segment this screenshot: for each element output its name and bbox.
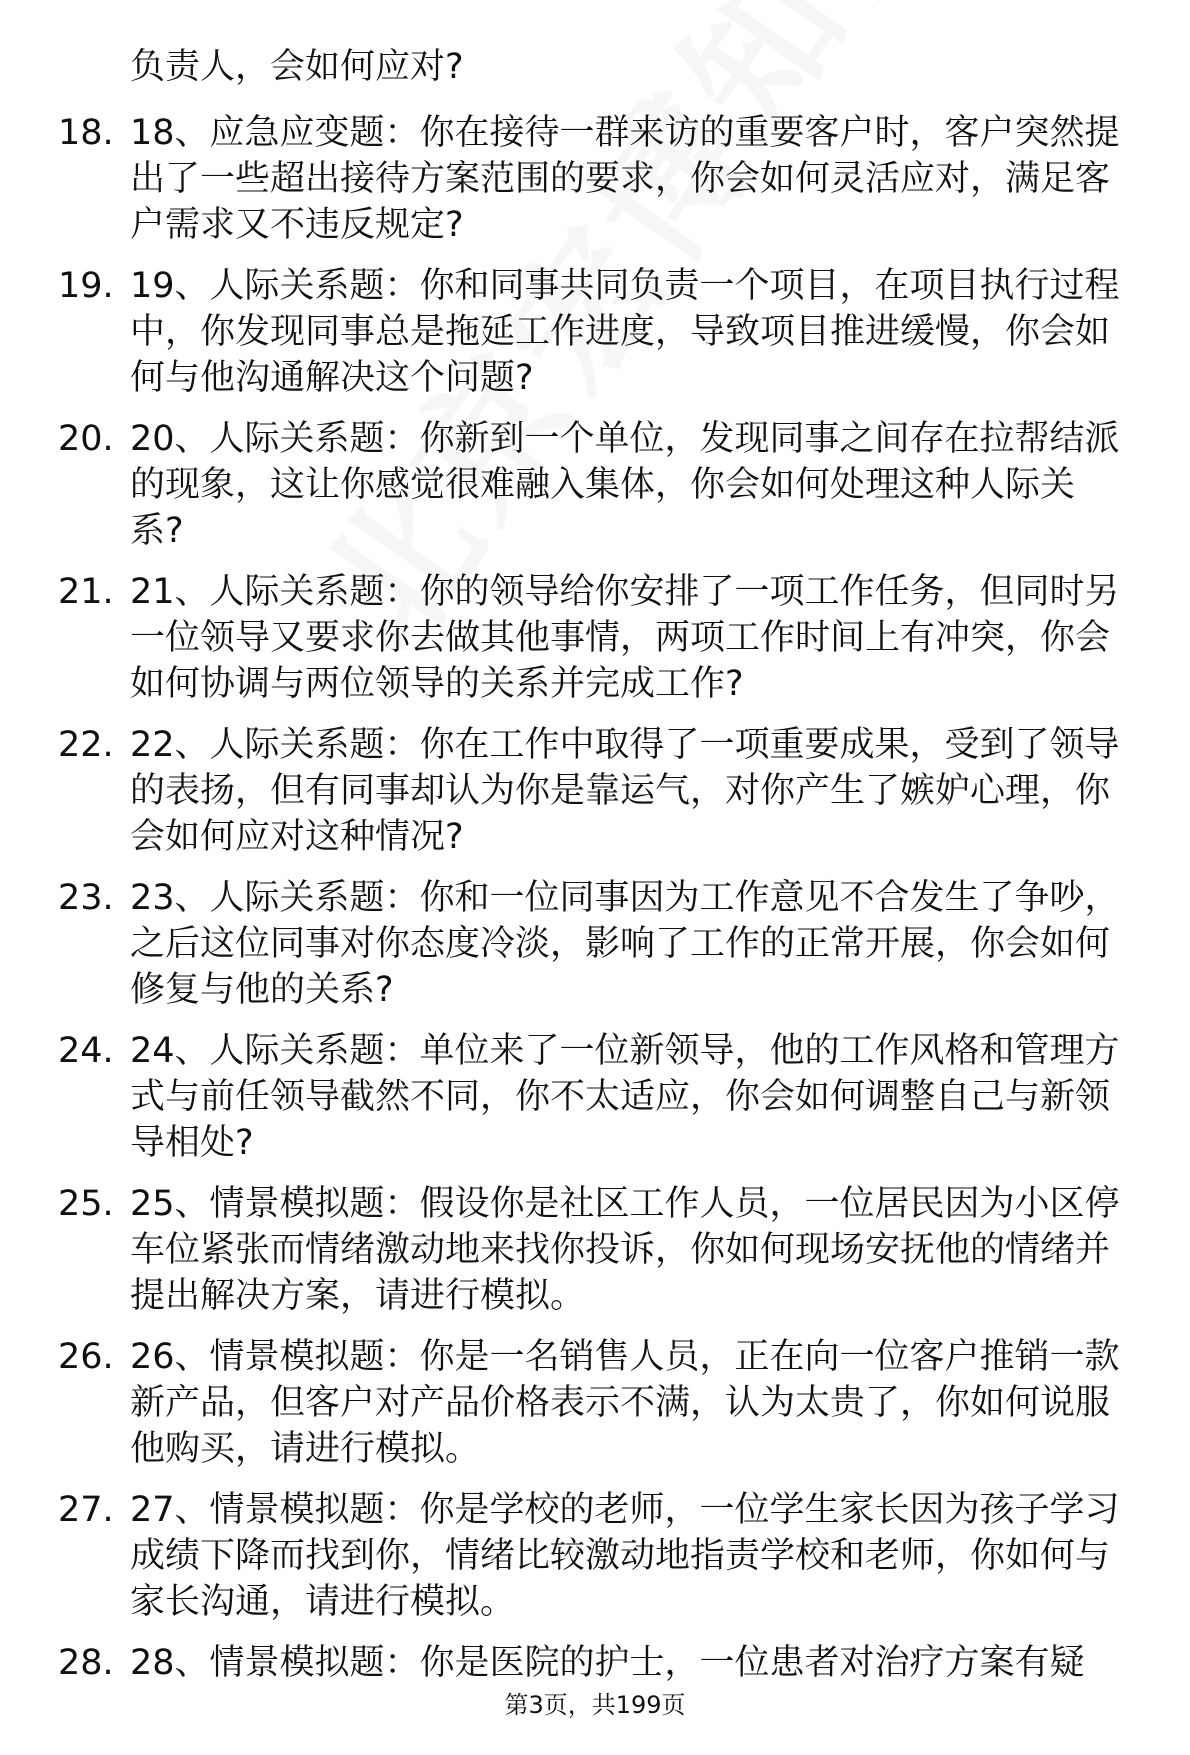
question-text-line: 26、情景模拟题：你是一名销售人员，正在向一位客户推销一款 (130, 1337, 1120, 1377)
question-text-line: 的表扬，但有同事却认为你是靠运气，对你产生了嫉妒心理，你 (130, 771, 1111, 811)
question-text-line: 24、人际关系题：单位来了一位新领导，他的工作风格和管理方 (130, 1031, 1120, 1071)
question-number: 25. (58, 1184, 114, 1224)
question-item (0, 263, 1190, 416)
question-text-line: 修复与他的关系? (130, 970, 394, 1010)
question-item (0, 1334, 1190, 1487)
question-text-line: 28、情景模拟题：你是医院的护士，一位患者对治疗方案有疑 (130, 1643, 1085, 1683)
question-number: 21. (58, 572, 114, 612)
question-text-line: 22、人际关系题：你在工作中取得了一项重要成果，受到了领导 (130, 725, 1120, 765)
question-text-line: 如何协调与两位领导的关系并完成工作? (130, 664, 744, 704)
question-text-line: 家长沟通，请进行模拟。 (130, 1582, 516, 1622)
question-number: 23. (58, 878, 114, 918)
question-text-line: 的现象，这让你感觉很难融入集体，你会如何处理这种人际关 (130, 465, 1076, 505)
question-text-line: 新产品，但客户对产品价格表示不满，认为太贵了，你如何说服 (130, 1383, 1111, 1423)
question-item (0, 722, 1190, 875)
question-text-line: 25、情景模拟题：假设你是社区工作人员，一位居民因为小区停 (130, 1184, 1120, 1224)
question-list (0, 110, 1190, 1700)
question-number: 22. (58, 725, 114, 765)
question-text-line: 提出解决方案，请进行模拟。 (130, 1276, 586, 1316)
question-text-line: 出了一些超出接待方案范围的要求，你会如何灵活应对，满足客 (130, 159, 1111, 199)
question-text-line: 21、人际关系题：你的领导给你安排了一项工作任务，但同时另 (130, 572, 1120, 612)
question-text-line: 23、人际关系题：你和一位同事因为工作意见不合发生了争吵， (130, 878, 1120, 918)
question-text-line: 19、人际关系题：你和同事共同负责一个项目，在项目执行过程 (130, 266, 1120, 306)
question-number: 20. (58, 419, 114, 459)
question-item (0, 1181, 1190, 1334)
question-text-line: 导相处? (130, 1123, 254, 1163)
question-item (0, 1487, 1190, 1640)
question-item (0, 569, 1190, 722)
question-text-line: 成绩下降而找到你，情绪比较激动地指责学校和老师，你如何与 (130, 1536, 1111, 1576)
question-text-line: 何与他沟通解决这个问题? (130, 358, 534, 398)
question-number: 18. (58, 113, 114, 153)
question-text-line: 27、情景模拟题：你是学校的老师，一位学生家长因为孩子学习 (130, 1490, 1120, 1530)
question-item (0, 110, 1190, 263)
question-text-line: 中，你发现同事总是拖延工作进度，导致项目推进缓慢，你会如 (130, 312, 1111, 352)
question-number: 24. (58, 1031, 114, 1071)
question-item (0, 875, 1190, 1028)
question-text-line: 他购买，请进行模拟。 (130, 1429, 481, 1469)
question-number: 27. (58, 1490, 114, 1530)
question-text-line: 之后这位同事对你态度冷淡，影响了工作的正常开展，你会如何 (130, 924, 1111, 964)
question-text-line: 车位紧张而情绪激动地来找你投诉，你如何现场安抚他的情绪并 (130, 1230, 1111, 1270)
question-item (0, 1028, 1190, 1181)
question-text-line: 系? (130, 511, 184, 551)
question-text-line: 一位领导又要求你去做其他事情，两项工作时间上有冲突，你会 (130, 618, 1111, 658)
question-number: 28. (58, 1643, 114, 1683)
question-number: 19. (58, 266, 114, 306)
question-text-line: 20、人际关系题：你新到一个单位，发现同事之间存在拉帮结派 (130, 419, 1120, 459)
question-text-line: 户需求又不违反规定? (130, 205, 464, 245)
question-number: 26. (58, 1337, 114, 1377)
page-footer: 第3页，共199页 (504, 1691, 686, 1719)
question-text-line: 18、应急应变题：你在接待一群来访的重要客户时，客户突然提 (130, 113, 1120, 153)
question-item (0, 416, 1190, 569)
question-text-line: 会如何应对这种情况? (130, 817, 464, 857)
question-text-line: 式与前任领导截然不同，你不太适应，你会如何调整自己与新领 (130, 1077, 1111, 1117)
continuation-line: 负责人，会如何应对? (130, 47, 464, 87)
